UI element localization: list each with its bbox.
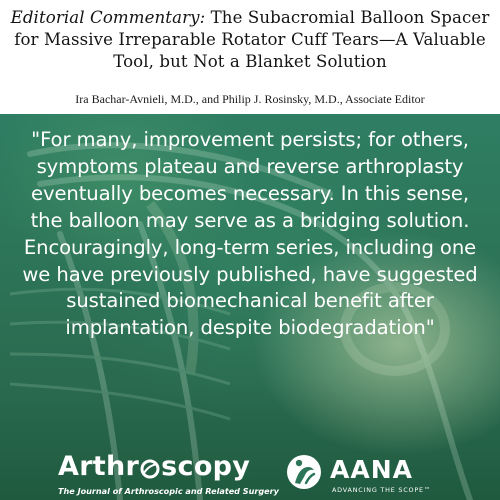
arthroscopy-o-mark: [140, 459, 160, 479]
arthroscopy-wordmark: [58, 452, 288, 482]
arthroscopy-logo: [58, 452, 288, 496]
pull-quote: "For many, improvement persists; for others, symptoms plateau and reverse arthroplasty eventually becomes necessary. In this sense, the balloon may serve as a bridging solution. Encouragingly, long-term series, including one we have previously published, have suggested sustained biomechanical benefit after implantation, despite biodegradation": [22, 128, 478, 340]
arthroscopy-name-end: scopy: [161, 451, 251, 482]
article-title: [10, 7, 490, 73]
aana-wordmark: AANA: [330, 455, 413, 484]
aana-figure-icon: [286, 454, 322, 490]
article-header: [0, 0, 500, 114]
article-authors: Ira Bachar-Avnieli, M.D., and Philip J. Rosinsky, M.D., Associate Editor: [75, 92, 425, 106]
arthroscopy-tagline: The Journal of Arthroscopic and Related Surgery: [58, 486, 279, 496]
quote-panel: [0, 114, 500, 500]
title-rest: The Subacromial Balloon Spacer for Massive Irreparable Rotator Cuff Tears—A Valuable Tool, but Not a Blanket Solution: [14, 8, 490, 71]
title-lead: Editorial Commentary:: [10, 8, 206, 27]
arthroscopy-name-start: Arthr: [58, 451, 140, 482]
aana-tagline: ADVANCING THE SCOPE™: [332, 486, 432, 494]
aana-logo: [286, 454, 432, 500]
